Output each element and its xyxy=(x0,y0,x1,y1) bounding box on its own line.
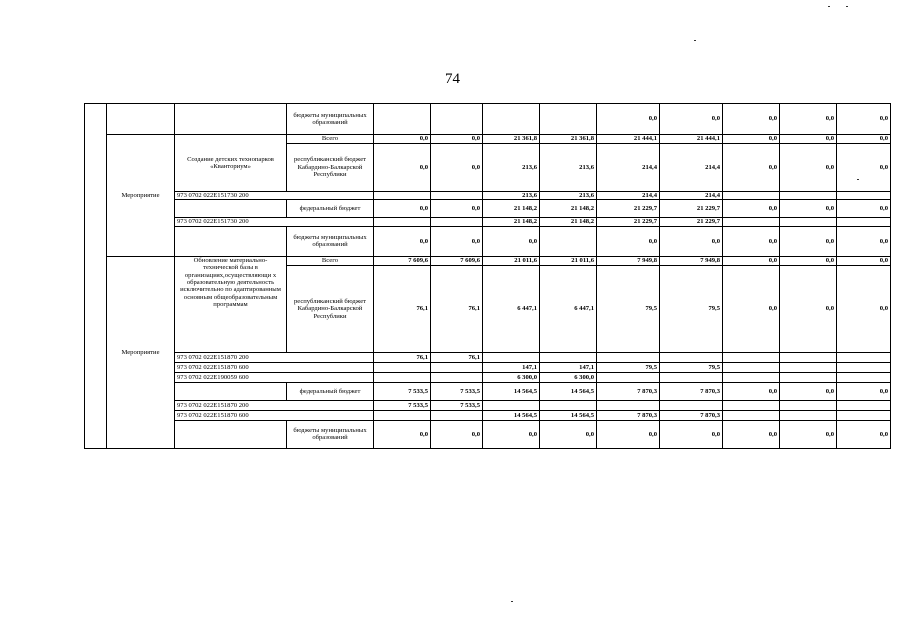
amount-cell: 7 533,5 xyxy=(374,400,431,410)
table-row xyxy=(85,104,891,135)
activity-name-cell xyxy=(175,200,287,218)
activity-type-cell xyxy=(107,104,175,135)
amount-cell: 21 148,2 xyxy=(540,200,597,218)
funding-source-cell: федеральный бюджет xyxy=(287,382,374,400)
amount-cell: 79,5 xyxy=(660,265,723,352)
amount-cell xyxy=(431,192,483,200)
funding-source-cell: бюджеты муниципальных образований xyxy=(287,104,374,135)
amount-cell: 0,0 xyxy=(723,382,780,400)
amount-cell: 0,0 xyxy=(780,265,837,352)
amount-cell xyxy=(431,218,483,226)
activity-name-cell xyxy=(175,104,287,135)
amount-cell: 7 949,8 xyxy=(597,256,660,265)
amount-cell: 14 564,5 xyxy=(483,410,540,420)
amount-cell xyxy=(780,192,837,200)
amount-cell: 0,0 xyxy=(837,144,891,192)
table-row xyxy=(85,420,891,448)
amount-cell: 79,5 xyxy=(597,265,660,352)
amount-cell: 7 609,6 xyxy=(374,256,431,265)
amount-cell: 0,0 xyxy=(780,420,837,448)
amount-cell xyxy=(431,104,483,135)
amount-cell: 0,0 xyxy=(723,256,780,265)
amount-cell: 0,0 xyxy=(837,256,891,265)
amount-cell xyxy=(483,400,540,410)
amount-cell xyxy=(723,362,780,372)
amount-cell: 0,0 xyxy=(374,200,431,218)
amount-cell: 0,0 xyxy=(660,104,723,135)
amount-cell: 21 011,6 xyxy=(540,256,597,265)
amount-cell: 0,0 xyxy=(483,226,540,256)
amount-cell xyxy=(837,362,891,372)
amount-cell: 0,0 xyxy=(723,104,780,135)
left-margin-cell xyxy=(85,104,107,449)
amount-cell xyxy=(374,410,431,420)
table-row xyxy=(85,410,891,420)
amount-cell: 7 533,5 xyxy=(431,400,483,410)
amount-cell: 213,6 xyxy=(540,144,597,192)
amount-cell xyxy=(374,362,431,372)
amount-cell: 79,5 xyxy=(660,362,723,372)
amount-cell: 79,5 xyxy=(597,362,660,372)
amount-cell: 14 564,5 xyxy=(483,382,540,400)
amount-cell xyxy=(660,352,723,362)
budget-code-cell: 973 0702 022E151870 600 xyxy=(175,362,374,372)
amount-cell: 0,0 xyxy=(431,135,483,144)
amount-cell xyxy=(723,372,780,382)
amount-cell: 21 148,2 xyxy=(483,218,540,226)
table-row xyxy=(85,382,891,400)
amount-cell: 0,0 xyxy=(837,382,891,400)
amount-cell: 21 361,8 xyxy=(540,135,597,144)
table-row xyxy=(85,200,891,218)
amount-cell: 214,4 xyxy=(597,144,660,192)
amount-cell: 76,1 xyxy=(374,265,431,352)
amount-cell xyxy=(837,410,891,420)
amount-cell: 0,0 xyxy=(374,144,431,192)
amount-cell: 0,0 xyxy=(723,200,780,218)
amount-cell: 0,0 xyxy=(723,226,780,256)
amount-cell: 21 011,6 xyxy=(483,256,540,265)
amount-cell: 21 229,7 xyxy=(660,200,723,218)
amount-cell xyxy=(723,400,780,410)
amount-cell xyxy=(431,410,483,420)
table-row xyxy=(85,218,891,226)
amount-cell: 0,0 xyxy=(723,420,780,448)
amount-cell xyxy=(723,218,780,226)
amount-cell: 21 229,7 xyxy=(597,218,660,226)
amount-cell: 7 949,8 xyxy=(660,256,723,265)
funding-source-cell: республиканский бюджет Кабардино-Балкарской Республики xyxy=(287,265,374,352)
amount-cell xyxy=(780,352,837,362)
amount-cell: 0,0 xyxy=(837,420,891,448)
amount-cell: 0,0 xyxy=(597,420,660,448)
amount-cell: 76,1 xyxy=(374,352,431,362)
amount-cell: 214,4 xyxy=(660,192,723,200)
activity-type-cell: Мероприятие xyxy=(107,135,175,257)
amount-cell: 147,1 xyxy=(483,362,540,372)
amount-cell: 0,0 xyxy=(374,226,431,256)
table-row xyxy=(85,352,891,362)
amount-cell: 7 609,6 xyxy=(431,256,483,265)
amount-cell: 0,0 xyxy=(837,135,891,144)
amount-cell: 0,0 xyxy=(374,135,431,144)
amount-cell: 7 870,3 xyxy=(597,410,660,420)
amount-cell: 0,0 xyxy=(431,420,483,448)
amount-cell xyxy=(780,218,837,226)
amount-cell: 0,0 xyxy=(483,420,540,448)
amount-cell xyxy=(597,400,660,410)
amount-cell: 6 447,1 xyxy=(483,265,540,352)
amount-cell: 6 300,0 xyxy=(483,372,540,382)
table-row xyxy=(85,400,891,410)
amount-cell: 0,0 xyxy=(837,265,891,352)
table-row xyxy=(85,192,891,200)
funding-source-cell: бюджеты муниципальных образований xyxy=(287,420,374,448)
activity-name-cell xyxy=(175,382,287,400)
amount-cell: 0,0 xyxy=(431,144,483,192)
amount-cell: 21 229,7 xyxy=(660,218,723,226)
amount-cell: 7 533,5 xyxy=(374,382,431,400)
amount-cell: 7 870,3 xyxy=(660,382,723,400)
amount-cell xyxy=(780,372,837,382)
amount-cell: 213,6 xyxy=(540,192,597,200)
amount-cell: 7 870,3 xyxy=(597,382,660,400)
amount-cell: 0,0 xyxy=(780,200,837,218)
amount-cell: 6 300,0 xyxy=(540,372,597,382)
amount-cell: 21 148,2 xyxy=(540,218,597,226)
funding-source-cell: федеральный бюджет xyxy=(287,200,374,218)
amount-cell xyxy=(780,362,837,372)
funding-source-cell: бюджеты муниципальных образований xyxy=(287,226,374,256)
budget-code-cell: 973 0702 022E151870 200 xyxy=(175,352,374,362)
amount-cell: 0,0 xyxy=(431,226,483,256)
amount-cell: 7 870,3 xyxy=(660,410,723,420)
amount-cell: 213,6 xyxy=(483,144,540,192)
amount-cell xyxy=(597,372,660,382)
amount-cell: 0,0 xyxy=(431,200,483,218)
amount-cell xyxy=(540,104,597,135)
amount-cell: 213,6 xyxy=(483,192,540,200)
amount-cell xyxy=(431,362,483,372)
page-number: 74 xyxy=(445,71,460,87)
amount-cell: 0,0 xyxy=(780,256,837,265)
table-row xyxy=(85,256,891,265)
amount-cell: 76,1 xyxy=(431,352,483,362)
amount-cell xyxy=(540,352,597,362)
amount-cell: 0,0 xyxy=(723,265,780,352)
amount-cell: 0,0 xyxy=(780,104,837,135)
amount-cell: 0,0 xyxy=(597,226,660,256)
budget-code-cell: 973 0702 022E151870 600 xyxy=(175,410,374,420)
funding-source-cell: Всего xyxy=(287,256,374,265)
activity-type-cell: Мероприятие xyxy=(107,256,175,448)
amount-cell: 21 148,2 xyxy=(483,200,540,218)
amount-cell: 21 361,8 xyxy=(483,135,540,144)
amount-cell xyxy=(660,372,723,382)
amount-cell xyxy=(837,192,891,200)
amount-cell: 0,0 xyxy=(780,382,837,400)
amount-cell xyxy=(374,192,431,200)
amount-cell: 0,0 xyxy=(374,420,431,448)
table-row xyxy=(85,226,891,256)
table-row xyxy=(85,135,891,144)
amount-cell xyxy=(540,400,597,410)
table-row xyxy=(85,372,891,382)
amount-cell: 0,0 xyxy=(660,420,723,448)
amount-cell xyxy=(723,352,780,362)
amount-cell xyxy=(540,226,597,256)
amount-cell: 6 447,1 xyxy=(540,265,597,352)
amount-cell xyxy=(837,218,891,226)
budget-code-cell: 973 0702 022E151730 200 xyxy=(175,192,374,200)
amount-cell: 0,0 xyxy=(780,135,837,144)
amount-cell: 14 564,5 xyxy=(540,382,597,400)
amount-cell: 0,0 xyxy=(837,104,891,135)
amount-cell: 21 444,1 xyxy=(597,135,660,144)
budget-code-cell: 973 0702 022E151730 200 xyxy=(175,218,374,226)
amount-cell xyxy=(431,372,483,382)
amount-cell xyxy=(780,400,837,410)
amount-cell xyxy=(837,400,891,410)
amount-cell: 214,4 xyxy=(597,192,660,200)
amount-cell: 21 444,1 xyxy=(660,135,723,144)
amount-cell xyxy=(483,104,540,135)
amount-cell xyxy=(597,352,660,362)
amount-cell: 7 533,5 xyxy=(431,382,483,400)
amount-cell: 0,0 xyxy=(540,420,597,448)
funding-source-cell: республиканский бюджет Кабардино-Балкарской Республики xyxy=(287,144,374,192)
budget-code-cell: 973 0702 022E151870 200 xyxy=(175,400,374,410)
amount-cell: 0,0 xyxy=(597,104,660,135)
amount-cell xyxy=(483,352,540,362)
amount-cell: 0,0 xyxy=(837,200,891,218)
activity-name-cell xyxy=(175,420,287,448)
activity-name-cell: Обновление материально-технической базы в организациях,осуществляющи х образовательную деятельность исключительно по адаптированным основным общеобразовательным программам xyxy=(175,256,287,352)
amount-cell: 0,0 xyxy=(723,144,780,192)
amount-cell: 214,4 xyxy=(660,144,723,192)
amount-cell xyxy=(374,104,431,135)
amount-cell: 147,1 xyxy=(540,362,597,372)
activity-name-cell: Создание детских технопарков «Кванториум» xyxy=(175,135,287,192)
amount-cell xyxy=(660,400,723,410)
amount-cell xyxy=(837,372,891,382)
amount-cell: 0,0 xyxy=(780,144,837,192)
funding-source-cell: Всего xyxy=(287,135,374,144)
amount-cell xyxy=(837,352,891,362)
amount-cell xyxy=(723,192,780,200)
amount-cell: 14 564,5 xyxy=(540,410,597,420)
amount-cell: 76,1 xyxy=(431,265,483,352)
budget-table xyxy=(84,103,891,449)
amount-cell: 0,0 xyxy=(723,135,780,144)
table-row xyxy=(85,362,891,372)
amount-cell xyxy=(374,372,431,382)
amount-cell xyxy=(780,410,837,420)
amount-cell: 0,0 xyxy=(780,226,837,256)
amount-cell: 0,0 xyxy=(837,226,891,256)
amount-cell xyxy=(374,218,431,226)
activity-name-cell xyxy=(175,226,287,256)
amount-cell: 0,0 xyxy=(660,226,723,256)
amount-cell xyxy=(723,410,780,420)
amount-cell: 21 229,7 xyxy=(597,200,660,218)
budget-code-cell: 973 0702 022E190059 600 xyxy=(175,372,374,382)
